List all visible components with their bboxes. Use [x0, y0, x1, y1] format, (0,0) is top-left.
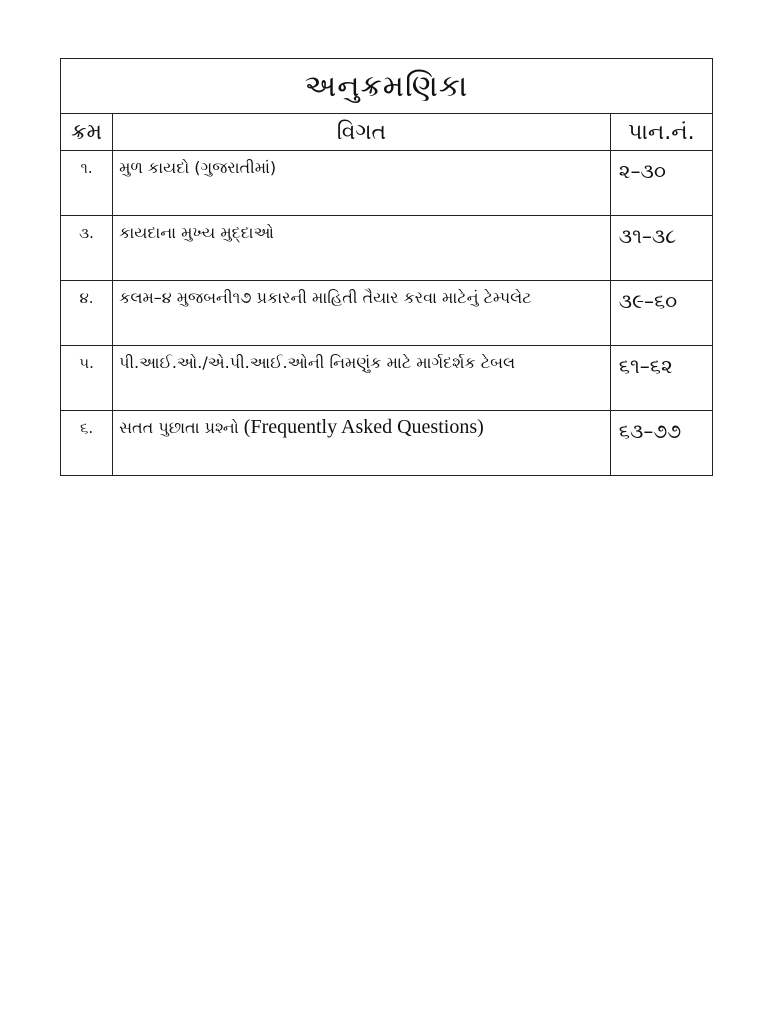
- page-title: અનુક્રમણિકા: [61, 59, 713, 114]
- row-number: ૬.: [61, 411, 113, 476]
- row-pages: ૨–૩૦: [610, 151, 712, 216]
- table-row: [61, 151, 713, 216]
- header-number: ક્રમ: [61, 114, 113, 151]
- row-pages: ૩૯–૬૦: [610, 281, 712, 346]
- title-row: [61, 59, 713, 114]
- row-number: ૫.: [61, 346, 113, 411]
- table-row: [61, 411, 713, 476]
- row-description-text: કલમ–૪ મુજબની૧૭ પ્રકારની માહિતી તૈયાર કરવા માટેનું ટેમ્પલેટ: [119, 288, 532, 307]
- index-table: [60, 58, 713, 476]
- row-number: ૪.: [61, 281, 113, 346]
- header-row: [61, 114, 713, 151]
- row-description: [113, 346, 611, 411]
- row-number: ૩.: [61, 216, 113, 281]
- row-number: ૧.: [61, 151, 113, 216]
- row-pages: ૬૩–૭૭: [610, 411, 712, 476]
- header-page: પાન.નં.: [610, 114, 712, 151]
- row-description: [113, 151, 611, 216]
- row-pages: ૩૧–૩૮: [610, 216, 712, 281]
- row-description: [113, 216, 611, 281]
- row-description-text: મુળ કાયદો (ગુજરાતીમાં): [119, 158, 277, 177]
- row-pages: ૬૧–૬૨: [610, 346, 712, 411]
- row-description: [113, 281, 611, 346]
- table-row: [61, 281, 713, 346]
- table-row: [61, 216, 713, 281]
- row-description-extra: (Frequently Asked Questions): [243, 416, 484, 438]
- header-description: વિગત: [113, 114, 611, 151]
- row-description-text: કાયદાના મુખ્ય મુદ્દાઓ: [119, 223, 274, 242]
- row-description-text: સતત પુછાતા પ્રશ્નો: [119, 418, 244, 437]
- table-row: [61, 346, 713, 411]
- row-description: [113, 411, 611, 476]
- row-description-text: પી.આઈ.ઓ./એ.પી.આઈ.ઓની નિમણુંક માટે માર્ગદર્શક ટેબલ: [119, 353, 516, 372]
